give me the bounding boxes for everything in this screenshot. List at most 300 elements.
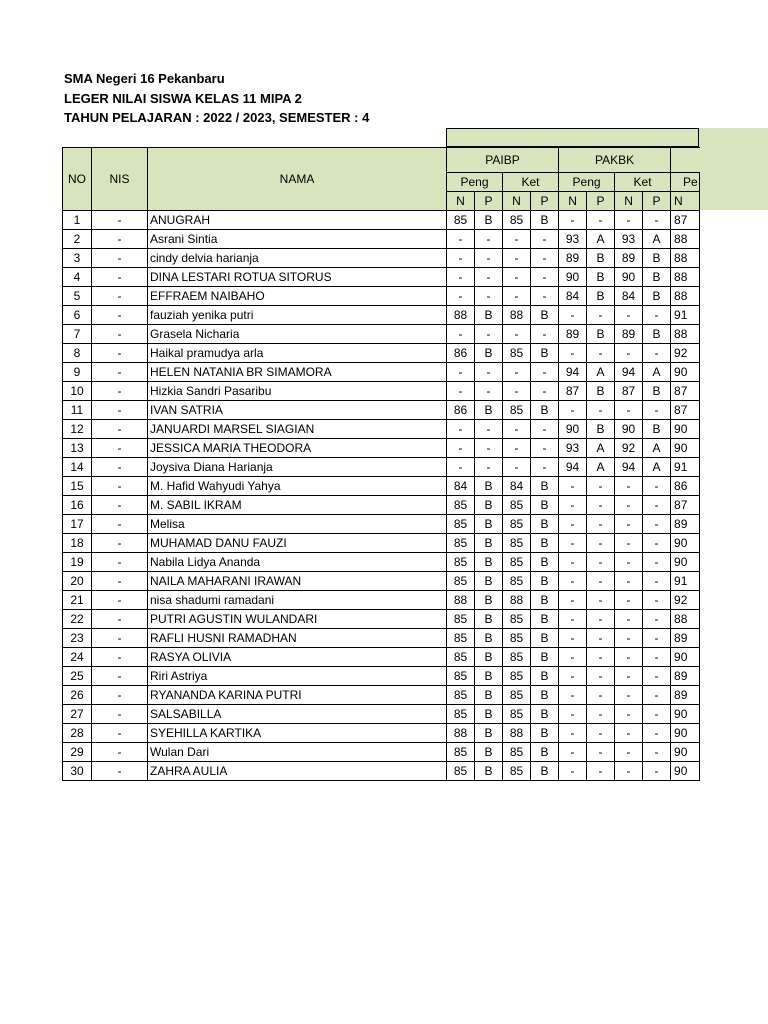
student-name: MUHAMAD DANU FAUZI xyxy=(148,534,447,553)
grade-cell: 85 xyxy=(503,667,531,686)
student-name: fauziah yenika putri xyxy=(148,306,447,325)
grade-cell: 85 xyxy=(503,496,531,515)
np-header: P xyxy=(587,192,615,211)
grade-cell: 85 xyxy=(503,705,531,724)
grade-cell: B xyxy=(475,686,503,705)
row-nis: - xyxy=(92,762,148,781)
student-name: RASYA OLIVIA xyxy=(148,648,447,667)
grade-cell: B xyxy=(475,515,503,534)
grade-cell: 84 xyxy=(615,287,643,306)
row-nis: - xyxy=(92,420,148,439)
grade-cell: - xyxy=(447,287,475,306)
grade-cell: 85 xyxy=(503,629,531,648)
grade-cell: 87 xyxy=(615,382,643,401)
grade-cell: 85 xyxy=(503,534,531,553)
grade-cell: - xyxy=(475,230,503,249)
grade-cell: B xyxy=(643,287,671,306)
row-nis: - xyxy=(92,439,148,458)
grade-cell: 86 xyxy=(447,401,475,420)
grade-cell: 87 xyxy=(671,496,700,515)
grade-cell: B xyxy=(475,667,503,686)
grade-cell: 85 xyxy=(503,211,531,230)
student-name: nisa shadumi ramadani xyxy=(148,591,447,610)
grade-cell: 88 xyxy=(671,268,700,287)
grade-cell: 85 xyxy=(447,705,475,724)
grade-cell: - xyxy=(559,477,587,496)
table-row xyxy=(63,268,700,287)
grade-cell: - xyxy=(503,230,531,249)
grade-cell: B xyxy=(531,705,559,724)
grade-cell: - xyxy=(643,496,671,515)
grade-cell: - xyxy=(475,439,503,458)
grade-cell: 86 xyxy=(671,477,700,496)
grade-cell: - xyxy=(559,667,587,686)
grade-cell: 90 xyxy=(671,534,700,553)
grade-cell: 92 xyxy=(671,591,700,610)
grade-cell: 90 xyxy=(671,363,700,382)
grade-cell: - xyxy=(615,610,643,629)
grade-cell: 85 xyxy=(447,629,475,648)
student-name: cindy delvia harianja xyxy=(148,249,447,268)
student-name: Melisa xyxy=(148,515,447,534)
grade-cell: - xyxy=(447,458,475,477)
table-row xyxy=(63,515,700,534)
grade-cell: 88 xyxy=(671,249,700,268)
grade-cell: 85 xyxy=(503,743,531,762)
grade-cell: A xyxy=(587,363,615,382)
grade-cell: - xyxy=(559,610,587,629)
grade-cell: B xyxy=(587,325,615,344)
grade-cell: 89 xyxy=(671,667,700,686)
grade-cell: - xyxy=(531,363,559,382)
table-row xyxy=(63,325,700,344)
subject-header-pakbk: PAKBK xyxy=(559,148,671,173)
grade-cell: - xyxy=(531,325,559,344)
grade-cell: - xyxy=(615,344,643,363)
table-row xyxy=(63,306,700,325)
row-number: 3 xyxy=(63,249,92,268)
row-nis: - xyxy=(92,363,148,382)
grades-table xyxy=(62,147,700,781)
grade-cell: - xyxy=(643,477,671,496)
grade-cell: A xyxy=(587,439,615,458)
grade-cell: - xyxy=(559,743,587,762)
grade-cell: - xyxy=(559,762,587,781)
grade-cell: - xyxy=(447,230,475,249)
grade-cell: 89 xyxy=(559,249,587,268)
table-row xyxy=(63,648,700,667)
student-name: SALSABILLA xyxy=(148,705,447,724)
grade-cell: 85 xyxy=(447,743,475,762)
grade-cell: B xyxy=(531,743,559,762)
table-row xyxy=(63,553,700,572)
grade-cell: 89 xyxy=(671,515,700,534)
grade-cell: - xyxy=(615,477,643,496)
grade-cell: 88 xyxy=(671,287,700,306)
student-name: Nabila Lidya Ananda xyxy=(148,553,447,572)
student-name: RYANANDA KARINA PUTRI xyxy=(148,686,447,705)
grade-cell: B xyxy=(475,477,503,496)
grade-cell: 85 xyxy=(503,648,531,667)
grade-cell: - xyxy=(559,534,587,553)
student-name: DINA LESTARI ROTUA SITORUS xyxy=(148,268,447,287)
row-number: 12 xyxy=(63,420,92,439)
grade-cell: 85 xyxy=(503,610,531,629)
grade-cell: B xyxy=(531,591,559,610)
paibp-peng-header: Peng xyxy=(447,173,503,192)
grade-cell: B xyxy=(531,344,559,363)
report-title: LEGER NILAI SISWA KELAS 11 MIPA 2 xyxy=(64,90,302,106)
grade-cell: B xyxy=(531,610,559,629)
grade-cell: 85 xyxy=(503,401,531,420)
grade-cell: - xyxy=(559,553,587,572)
grade-cell: - xyxy=(587,743,615,762)
grade-cell: 85 xyxy=(447,686,475,705)
grade-cell: B xyxy=(643,420,671,439)
grade-cell: B xyxy=(531,477,559,496)
grade-cell: 90 xyxy=(671,762,700,781)
student-name: ZAHRA AULIA xyxy=(148,762,447,781)
paibp-ket-header: Ket xyxy=(503,173,559,192)
grade-cell: 94 xyxy=(559,363,587,382)
grade-cell: B xyxy=(531,724,559,743)
table-row xyxy=(63,686,700,705)
np-header: N xyxy=(503,192,531,211)
grade-cell: - xyxy=(587,306,615,325)
grade-cell: B xyxy=(475,591,503,610)
np-header: P xyxy=(531,192,559,211)
grade-cell: 87 xyxy=(671,211,700,230)
grade-cell: - xyxy=(643,648,671,667)
grade-cell: 88 xyxy=(671,325,700,344)
grade-cell: - xyxy=(615,211,643,230)
grade-cell: - xyxy=(643,553,671,572)
grade-cell: B xyxy=(531,667,559,686)
np-header: P xyxy=(643,192,671,211)
grade-cell: B xyxy=(531,496,559,515)
row-nis: - xyxy=(92,534,148,553)
grade-cell: - xyxy=(587,724,615,743)
grade-cell: B xyxy=(531,648,559,667)
grade-cell: - xyxy=(587,553,615,572)
grade-cell: 88 xyxy=(503,591,531,610)
student-name: Wulan Dari xyxy=(148,743,447,762)
grade-cell: B xyxy=(475,743,503,762)
grade-cell: 89 xyxy=(615,325,643,344)
grade-cell: 85 xyxy=(503,686,531,705)
grade-cell: - xyxy=(615,572,643,591)
row-nis: - xyxy=(92,686,148,705)
grade-cell: 90 xyxy=(671,553,700,572)
student-name: Riri Astriya xyxy=(148,667,447,686)
grade-cell: 91 xyxy=(671,572,700,591)
row-number: 27 xyxy=(63,705,92,724)
grade-cell: - xyxy=(559,401,587,420)
grade-cell: 85 xyxy=(447,762,475,781)
grade-cell: B xyxy=(475,401,503,420)
table-row xyxy=(63,743,700,762)
grade-cell: - xyxy=(587,534,615,553)
table-row xyxy=(63,610,700,629)
row-number: 19 xyxy=(63,553,92,572)
grade-cell: - xyxy=(643,572,671,591)
row-number: 13 xyxy=(63,439,92,458)
grade-cell: B xyxy=(475,648,503,667)
grade-cell: B xyxy=(475,762,503,781)
table-row xyxy=(63,629,700,648)
student-name: PUTRI AGUSTIN WULANDARI xyxy=(148,610,447,629)
row-nis: - xyxy=(92,515,148,534)
col-header-nis: NIS xyxy=(92,148,148,211)
student-name: Hizkia Sandri Pasaribu xyxy=(148,382,447,401)
grade-cell: - xyxy=(643,705,671,724)
grade-cell: - xyxy=(643,724,671,743)
row-nis: - xyxy=(92,610,148,629)
table-row xyxy=(63,477,700,496)
grade-cell: 85 xyxy=(447,648,475,667)
row-nis: - xyxy=(92,325,148,344)
grade-cell: 94 xyxy=(615,363,643,382)
grade-cell: - xyxy=(503,458,531,477)
grade-cell: - xyxy=(615,667,643,686)
grade-cell: 88 xyxy=(671,610,700,629)
table-row xyxy=(63,458,700,477)
grade-cell: 87 xyxy=(559,382,587,401)
table-row xyxy=(63,667,700,686)
grade-cell: - xyxy=(475,325,503,344)
student-name: JESSICA MARIA THEODORA xyxy=(148,439,447,458)
grade-cell: - xyxy=(475,382,503,401)
grade-cell: - xyxy=(531,439,559,458)
grade-cell: 89 xyxy=(671,629,700,648)
student-name: SYEHILLA KARTIKA xyxy=(148,724,447,743)
grade-cell: - xyxy=(559,686,587,705)
grade-cell: 92 xyxy=(671,344,700,363)
grade-cell: 88 xyxy=(503,306,531,325)
grade-cell: - xyxy=(643,686,671,705)
col-header-no: NO xyxy=(63,148,92,211)
grade-cell: A xyxy=(643,230,671,249)
row-number: 15 xyxy=(63,477,92,496)
subject-header-partial xyxy=(671,148,700,173)
grade-cell: 85 xyxy=(503,572,531,591)
student-name: NAILA MAHARANI IRAWAN xyxy=(148,572,447,591)
grade-cell: - xyxy=(615,686,643,705)
grade-cell: 94 xyxy=(559,458,587,477)
grade-cell: 89 xyxy=(671,686,700,705)
student-name: RAFLI HUSNI RAMADHAN xyxy=(148,629,447,648)
grade-cell: - xyxy=(559,211,587,230)
grade-cell: B xyxy=(475,344,503,363)
grade-cell: B xyxy=(531,629,559,648)
grade-cell: - xyxy=(475,287,503,306)
row-number: 1 xyxy=(63,211,92,230)
student-name: JANUARDI MARSEL SIAGIAN xyxy=(148,420,447,439)
grade-cell: 85 xyxy=(447,211,475,230)
grade-cell: 85 xyxy=(503,762,531,781)
subject-header-paibp: PAIBP xyxy=(447,148,559,173)
row-number: 23 xyxy=(63,629,92,648)
table-row xyxy=(63,230,700,249)
row-number: 2 xyxy=(63,230,92,249)
student-name: IVAN SATRIA xyxy=(148,401,447,420)
grade-cell: B xyxy=(587,382,615,401)
grade-cell: 89 xyxy=(559,325,587,344)
grade-cell: 90 xyxy=(559,268,587,287)
grade-cell: B xyxy=(531,306,559,325)
row-number: 26 xyxy=(63,686,92,705)
grade-cell: B xyxy=(531,686,559,705)
grade-cell: 85 xyxy=(447,496,475,515)
row-number: 17 xyxy=(63,515,92,534)
grade-cell: - xyxy=(615,629,643,648)
grade-cell: - xyxy=(643,401,671,420)
row-number: 20 xyxy=(63,572,92,591)
row-nis: - xyxy=(92,591,148,610)
grade-cell: B xyxy=(587,420,615,439)
grade-cell: 85 xyxy=(503,515,531,534)
grade-cell: - xyxy=(559,724,587,743)
grade-cell: B xyxy=(587,249,615,268)
grade-cell: 92 xyxy=(615,439,643,458)
grade-cell: - xyxy=(643,591,671,610)
row-number: 11 xyxy=(63,401,92,420)
student-name: M. SABIL IKRAM xyxy=(148,496,447,515)
grade-cell: - xyxy=(587,572,615,591)
subject-group-header-band xyxy=(446,128,699,147)
student-name: HELEN NATANIA BR SIMAMORA xyxy=(148,363,447,382)
student-name: Asrani Sintia xyxy=(148,230,447,249)
grade-cell: B xyxy=(643,382,671,401)
row-nis: - xyxy=(92,572,148,591)
grade-cell: - xyxy=(615,743,643,762)
grade-cell: - xyxy=(615,591,643,610)
grade-cell: - xyxy=(587,496,615,515)
row-number: 28 xyxy=(63,724,92,743)
grade-cell: 94 xyxy=(615,458,643,477)
grade-cell: - xyxy=(559,344,587,363)
grade-cell: A xyxy=(587,230,615,249)
grade-cell: - xyxy=(587,591,615,610)
grade-cell: - xyxy=(587,762,615,781)
grade-cell: - xyxy=(503,325,531,344)
grade-cell: 85 xyxy=(447,515,475,534)
row-nis: - xyxy=(92,477,148,496)
row-nis: - xyxy=(92,496,148,515)
table-row xyxy=(63,496,700,515)
grade-cell: - xyxy=(447,363,475,382)
grade-cell: - xyxy=(503,382,531,401)
row-number: 10 xyxy=(63,382,92,401)
table-row xyxy=(63,401,700,420)
grade-cell: B xyxy=(531,762,559,781)
grade-cell: 89 xyxy=(615,249,643,268)
grade-cell: - xyxy=(643,344,671,363)
grade-cell: - xyxy=(587,629,615,648)
grade-cell: - xyxy=(559,591,587,610)
grade-cell: - xyxy=(615,724,643,743)
grade-cell: 87 xyxy=(671,401,700,420)
grade-cell: 84 xyxy=(503,477,531,496)
grade-cell: - xyxy=(615,762,643,781)
grade-cell: B xyxy=(475,534,503,553)
grade-cell: - xyxy=(531,249,559,268)
grade-cell: B xyxy=(475,496,503,515)
grade-cell: - xyxy=(643,762,671,781)
table-row xyxy=(63,344,700,363)
row-number: 14 xyxy=(63,458,92,477)
table-row xyxy=(63,724,700,743)
row-nis: - xyxy=(92,306,148,325)
grade-cell: 91 xyxy=(671,458,700,477)
grade-cell: 88 xyxy=(447,724,475,743)
document-titles xyxy=(64,69,369,128)
row-nis: - xyxy=(92,268,148,287)
grade-cell: B xyxy=(475,705,503,724)
academic-year: TAHUN PELAJARAN : 2022 / 2023, SEMESTER : 4 xyxy=(64,110,370,125)
grade-cell: 88 xyxy=(671,230,700,249)
grade-cell: 90 xyxy=(615,268,643,287)
grade-cell: A xyxy=(643,439,671,458)
grade-cell: 88 xyxy=(503,724,531,743)
grade-cell: 87 xyxy=(671,382,700,401)
grade-cell: - xyxy=(615,553,643,572)
grade-cell: B xyxy=(475,211,503,230)
grade-cell: 90 xyxy=(559,420,587,439)
grade-cell: - xyxy=(475,363,503,382)
pakbk-peng-header: Peng xyxy=(559,173,615,192)
grade-cell: - xyxy=(587,610,615,629)
student-name: Joysiva Diana Harianja xyxy=(148,458,447,477)
row-number: 21 xyxy=(63,591,92,610)
grade-cell: 84 xyxy=(447,477,475,496)
row-nis: - xyxy=(92,629,148,648)
row-number: 16 xyxy=(63,496,92,515)
grade-cell: 91 xyxy=(671,306,700,325)
row-number: 6 xyxy=(63,306,92,325)
row-number: 30 xyxy=(63,762,92,781)
grade-cell: - xyxy=(447,268,475,287)
row-number: 4 xyxy=(63,268,92,287)
grade-cell: - xyxy=(615,401,643,420)
grade-cell: B xyxy=(643,268,671,287)
grade-cell: - xyxy=(643,610,671,629)
grade-cell: - xyxy=(587,401,615,420)
grade-cell: B xyxy=(475,724,503,743)
grade-cell: 93 xyxy=(559,230,587,249)
row-nis: - xyxy=(92,648,148,667)
grade-cell: 90 xyxy=(671,743,700,762)
grade-cell: 85 xyxy=(447,534,475,553)
grade-cell: B xyxy=(531,553,559,572)
grade-cell: - xyxy=(559,572,587,591)
grade-cell: B xyxy=(587,268,615,287)
student-name: EFFRAEM NAIBAHO xyxy=(148,287,447,306)
grade-cell: - xyxy=(615,705,643,724)
grade-cell: B xyxy=(587,287,615,306)
row-nis: - xyxy=(92,344,148,363)
grade-cell: - xyxy=(531,420,559,439)
grade-cell: - xyxy=(643,534,671,553)
row-number: 22 xyxy=(63,610,92,629)
grade-cell: - xyxy=(447,249,475,268)
grade-cell: - xyxy=(503,287,531,306)
row-nis: - xyxy=(92,458,148,477)
grade-cell: B xyxy=(475,572,503,591)
grade-cell: 88 xyxy=(447,591,475,610)
grade-cell: 93 xyxy=(615,230,643,249)
row-nis: - xyxy=(92,667,148,686)
